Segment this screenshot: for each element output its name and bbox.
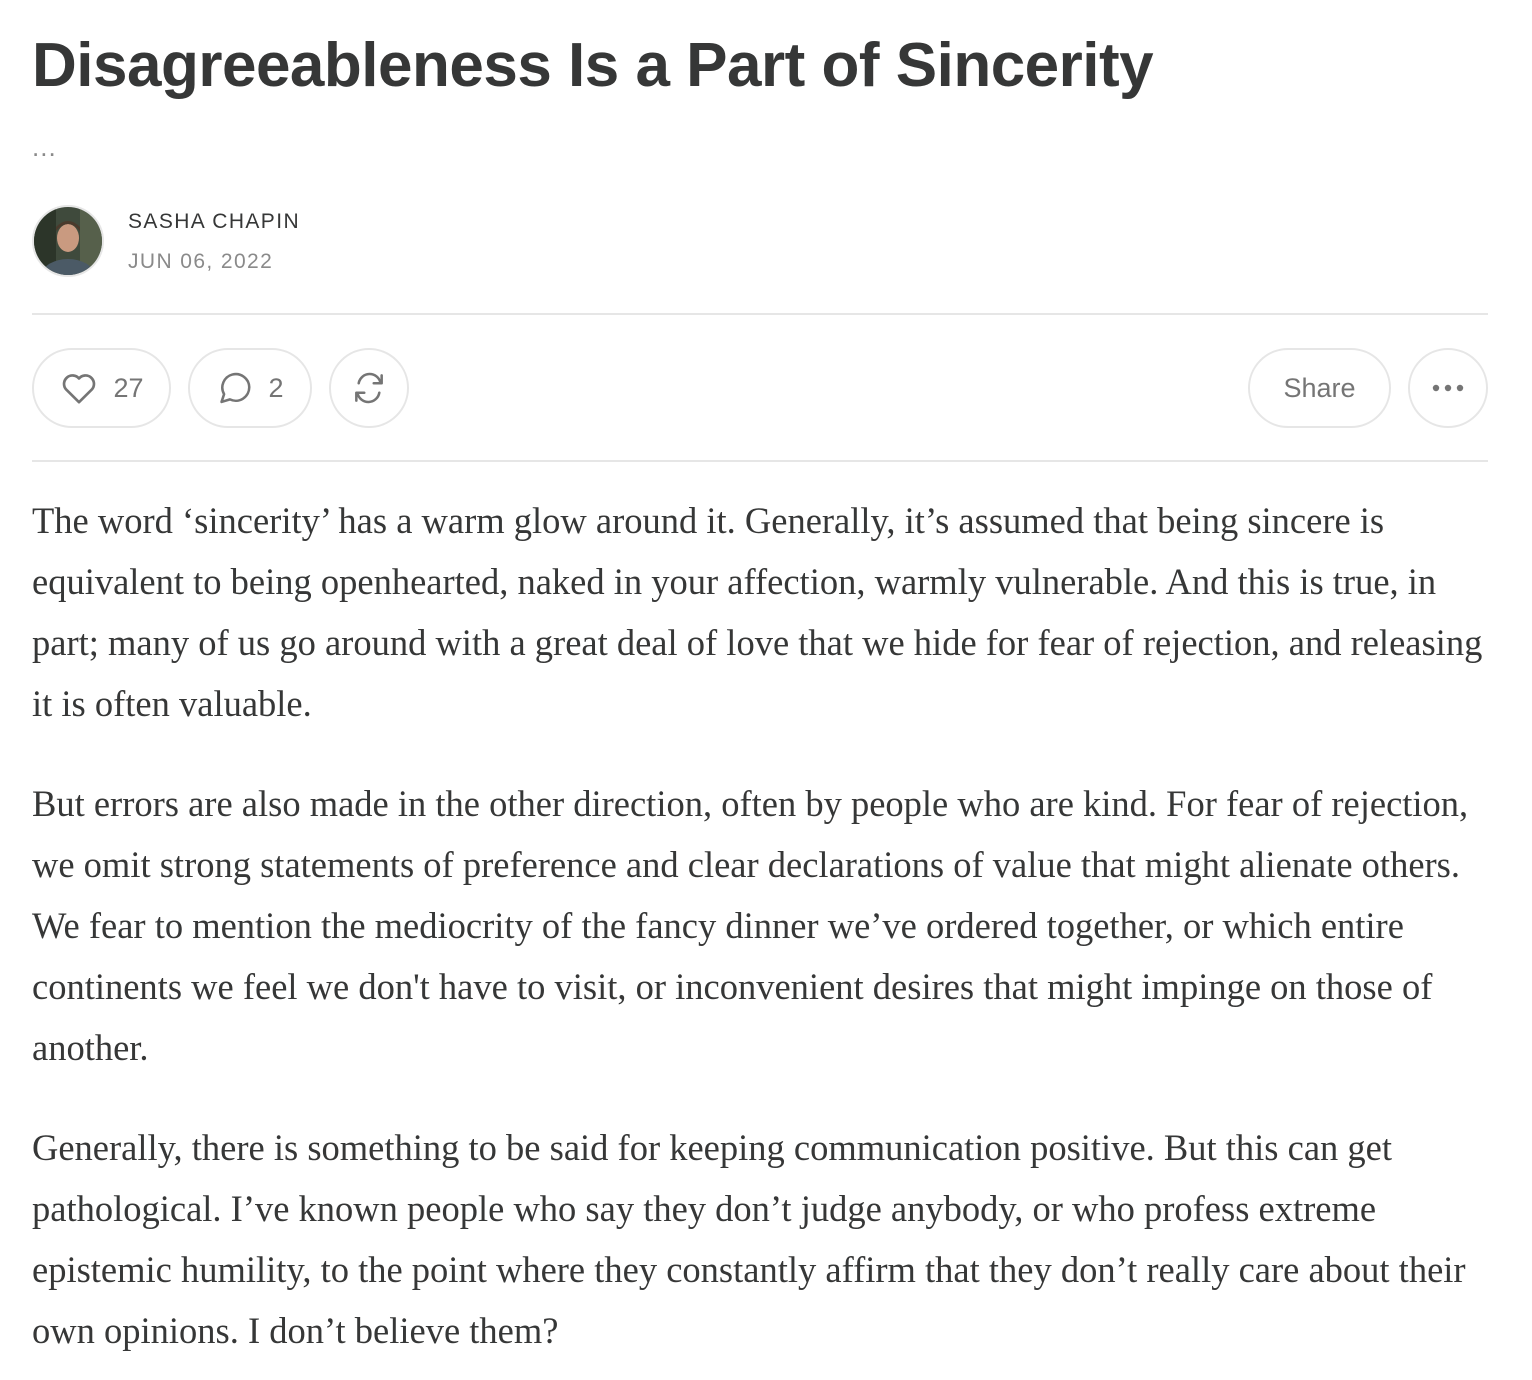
divider <box>32 460 1488 462</box>
heart-icon <box>59 368 99 408</box>
restack-button[interactable] <box>329 348 409 428</box>
article-body <box>32 490 1502 1380</box>
share-button[interactable] <box>1248 348 1391 428</box>
author-avatar[interactable] <box>32 205 104 277</box>
share-label: Share <box>1283 372 1356 403</box>
more-options-button[interactable] <box>1408 348 1488 428</box>
more-icon <box>1430 383 1466 393</box>
post-subtitle: ... <box>32 132 57 162</box>
post-title: Disagreeableness Is a Part of Sincerity <box>32 31 1154 100</box>
body-paragraph: But errors are also made in the other direction, often by people who are kind. For fear of rejection, we omit strong statements of preference and clear declarations of value that might alienate others. We fear to mention the mediocrity of the fancy dinner we’ve ordered together, or which entire continents we feel we don't have to visit, or inconvenient desires that might impinge on those of another. <box>32 783 1469 1068</box>
comment-button[interactable] <box>188 348 312 428</box>
comment-icon <box>216 369 254 407</box>
comment-count: 2 <box>268 372 284 403</box>
post-date: JUN 06, 2022 <box>128 250 274 273</box>
body-paragraph: Generally, there is something to be said for keeping communication positive. But this can get pathological. I’ve known people who say they don’t judge anybody, or who profess extreme epistemic humility, to the point where they constantly affirm that they don’t really care about their own opinions. I don’t believe them? <box>32 1127 1466 1351</box>
like-count: 27 <box>113 372 144 403</box>
restack-icon <box>350 369 388 407</box>
author-name[interactable]: SASHA CHAPIN <box>128 210 301 233</box>
divider <box>32 313 1488 315</box>
body-paragraph: The word ‘sincerity’ has a warm glow around it. Generally, it’s assumed that being sincere is equivalent to being openhearted, naked in your affection, warmly vulnerable. And this is true, in part; many of us go around with a great deal of love that we hide for fear of rejection, and releasing it is often valuable. <box>32 500 1483 724</box>
byline <box>128 208 300 276</box>
like-button[interactable] <box>32 348 171 428</box>
